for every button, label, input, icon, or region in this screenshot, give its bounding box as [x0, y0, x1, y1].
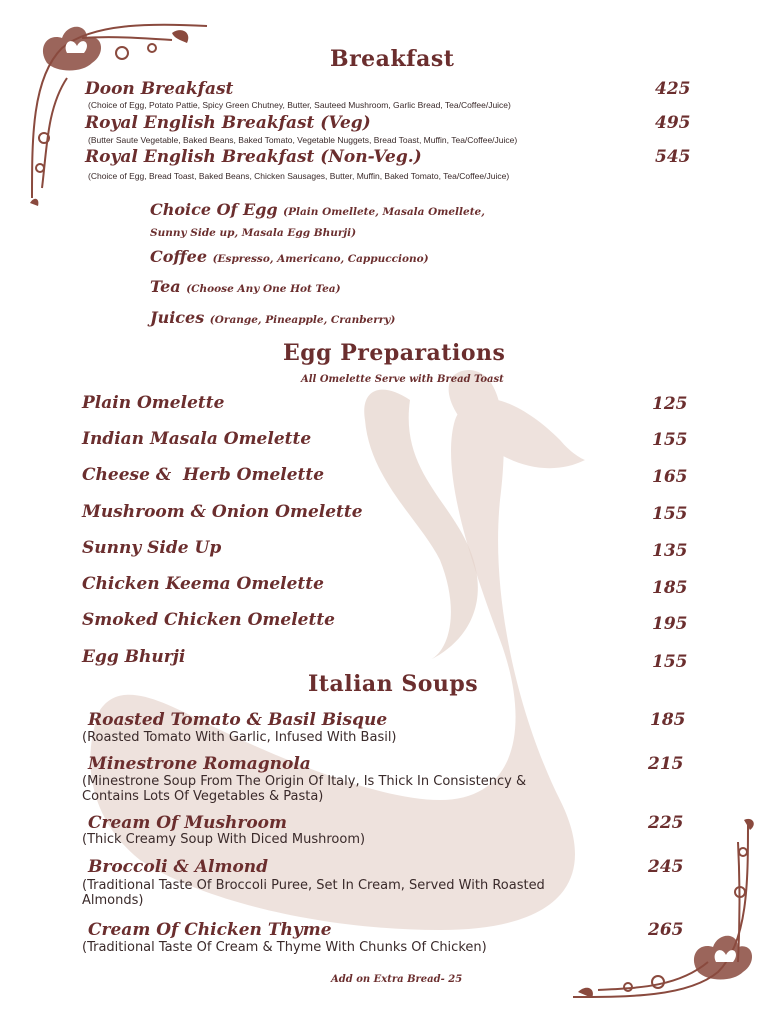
egg-item-price: 195 [652, 614, 688, 634]
include-name: Tea [150, 277, 181, 296]
egg-item-name: Mushroom & Onion Omelette [82, 502, 363, 522]
soup-item-name: Cream Of Mushroom [88, 813, 287, 833]
egg-item-price: 155 [652, 652, 688, 672]
soup-item-price: 265 [648, 920, 684, 940]
soup-item-price: 215 [648, 754, 684, 774]
include-note: (Choose Any One Hot Tea) [186, 283, 341, 295]
egg-item-name: Chicken Keema Omelette [82, 574, 324, 594]
egg-item-name: Plain Omelette [82, 393, 225, 413]
include-name: Choice Of Egg [150, 200, 278, 219]
soup-item-name: Minestrone Romagnola [88, 754, 311, 774]
menu-item-desc: (Butter Saute Vegetable, Baked Beans, Baked Tomato, Vegetable Nuggets, Bread Toast, Muffin, Tea/Coffee/Juice) [88, 135, 518, 145]
soup-item-name: Broccoli & Almond [88, 857, 269, 877]
menu-item-price: 495 [655, 113, 691, 133]
soup-item-desc: (Traditional Taste Of Cream & Thyme With Chunks Of Chicken) [82, 940, 487, 955]
soup-item-desc: (Traditional Taste Of Broccoli Puree, Set In Cream, Served With Roasted Almonds) [82, 878, 545, 908]
menu-item-name: Royal English Breakfast (Veg) [85, 113, 371, 133]
include-note-continued: Sunny Side up, Masala Egg Bhurji) [150, 227, 357, 239]
include-note: (Espresso, Americano, Cappucciono) [212, 253, 429, 265]
soup-item-price: 245 [648, 857, 684, 877]
egg-item-name: Indian Masala Omelette [82, 429, 312, 449]
egg-item-name: Smoked Chicken Omelette [82, 610, 335, 630]
soup-item-desc: (Minestrone Soup From The Origin Of Italy, Is Thick In Consistency & Contains Lots Of Vegetables & Pasta) [82, 774, 527, 804]
egg-item-price: 155 [652, 430, 688, 450]
menu-item-price: 545 [655, 147, 691, 167]
soup-item-price: 185 [650, 710, 686, 730]
egg-item-price: 125 [652, 394, 688, 414]
egg-item-price: 135 [652, 541, 688, 561]
menu-item-desc: (Choice of Egg, Potato Pattie, Spicy Green Chutney, Butter, Sauteed Mushroom, Garlic Bread, Tea/Coffee/Juice) [88, 100, 511, 110]
extra-bread-note: Add on Extra Bread- 25 [331, 974, 463, 985]
menu-item-price: 425 [655, 79, 691, 99]
soup-item-desc: (Roasted Tomato With Garlic, Infused With Basil) [82, 730, 397, 745]
soup-item-price: 225 [648, 813, 684, 833]
include-name: Juices [150, 308, 205, 327]
egg-item-price: 155 [652, 504, 688, 524]
include-note: (Plain Omellete, Masala Omellete, [283, 206, 485, 218]
breakfast-title: Breakfast [330, 46, 455, 72]
egg-item-name: Sunny Side Up [82, 538, 222, 558]
egg-item-name: Cheese & Herb Omelette [82, 465, 325, 485]
egg-preparations-title: Egg Preparations [283, 340, 506, 366]
soup-item-name: Cream Of Chicken Thyme [88, 920, 332, 940]
egg-item-price: 165 [652, 467, 688, 487]
include-note: (Orange, Pineapple, Cranberry) [209, 314, 396, 326]
include-coffee [150, 247, 429, 266]
soup-item-name: Roasted Tomato & Basil Bisque [88, 710, 388, 730]
egg-preparations-subtitle: All Omelette Serve with Bread Toast [301, 374, 504, 385]
menu-item-name: Doon Breakfast [85, 79, 234, 99]
egg-item-name: Egg Bhurji [82, 647, 186, 667]
corner-ornament-bottom-right [568, 812, 768, 1007]
menu-item-name: Royal English Breakfast (Non-Veg.) [85, 147, 422, 167]
include-juices [150, 308, 395, 327]
egg-item-price: 185 [652, 578, 688, 598]
include-tea [150, 277, 341, 296]
soup-item-desc: (Thick Creamy Soup With Diced Mushroom) [82, 832, 366, 847]
include-name: Coffee [150, 247, 207, 266]
italian-soups-title: Italian Soups [308, 671, 479, 697]
include-choice-of-egg [150, 200, 485, 219]
menu-item-desc: (Choice of Egg, Bread Toast, Baked Beans, Chicken Sausages, Butter, Muffin, Baked Tomato, Tea/Coffee/Juice) [88, 171, 510, 181]
